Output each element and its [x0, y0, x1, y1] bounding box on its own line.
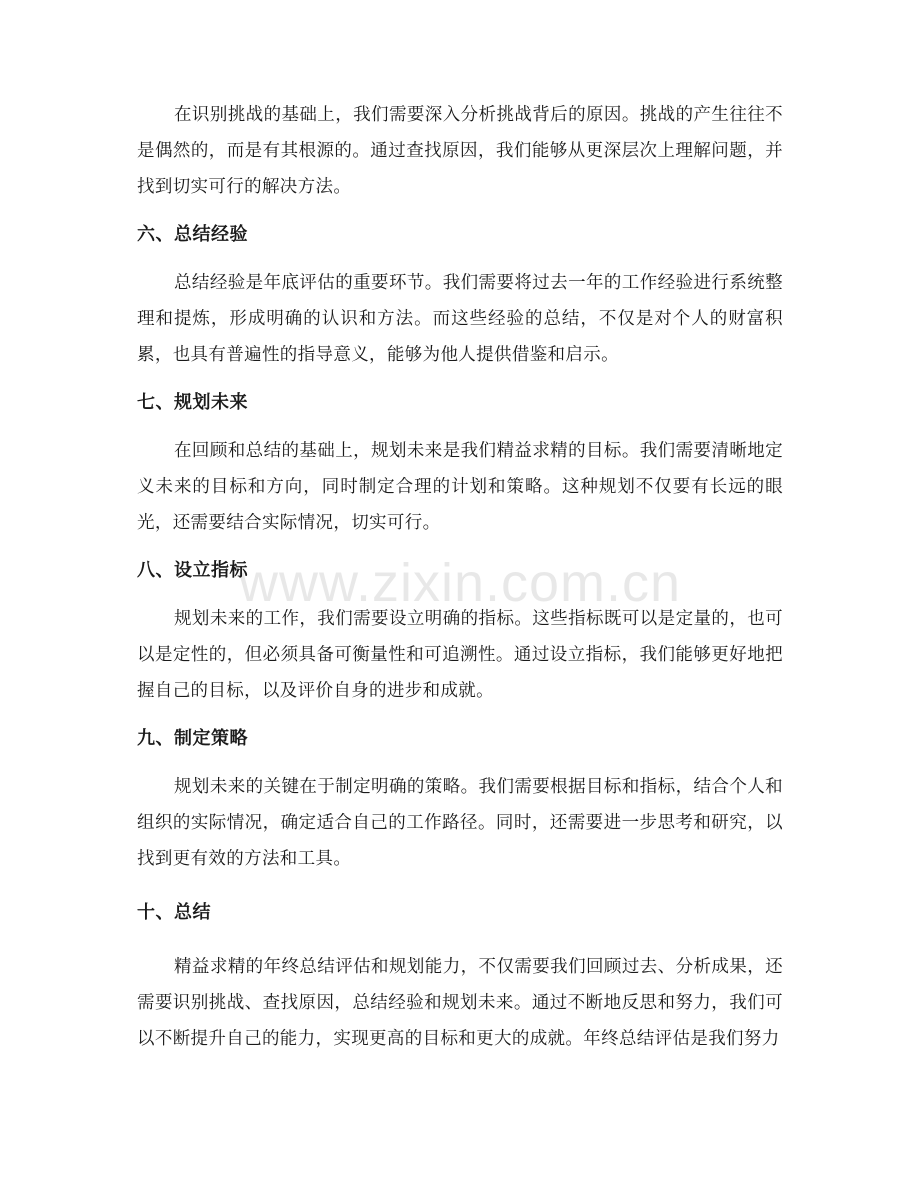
paragraph-formulate-strategy: 规划未来的关键在于制定明确的策略。我们需要根据目标和指标，结合个人和组织的实际情况，确定适合自己的工作路径。同时，还需要进一步思考和研究，以找到更有效的方法和工具。: [137, 777, 783, 869]
section-heading-plan-future: 七、规划未来: [137, 392, 248, 413]
paragraph-find-causes: 在识别挑战的基础上，我们需要深入分析挑战背后的原因。挑战的产生往往不是偶然的，而是有其根源的。通过查找原因，我们能够从更深层次上理解问题，并找到切实可行的解决方法。: [137, 105, 783, 197]
paragraph-plan-future: 在回顾和总结的基础上，规划未来是我们精益求精的目标。我们需要清晰地定义未来的目标和方向，同时制定合理的计划和策略。这种规划不仅要有长远的眼光，还需要结合实际情况，切实可行。: [137, 441, 783, 533]
section-heading-conclusion: 十、总结: [137, 902, 211, 923]
watermark-text: www.zixin.com.cn: [238, 553, 682, 613]
section-heading-summarize-experience: 六、总结经验: [137, 224, 248, 245]
paragraph-set-indicators: 规划未来的工作，我们需要设立明确的指标。这些指标既可以是定量的，也可以是定性的，但必须具备可衡量性和可追溯性。通过设立指标，我们能够更好地把握自己的目标，以及评价自身的进步和成就。: [137, 609, 783, 701]
paragraph-conclusion: 精益求精的年终总结评估和规划能力，不仅需要我们回顾过去、分析成果，还需要识别挑战、查找原因，总结经验和规划未来。通过不断地反思和努力，我们可以不断提升自己的能力，实现更高的目标和更大的成就。年终总结评估是我们努力: [137, 957, 783, 1049]
section-heading-set-indicators: 八、设立指标: [137, 560, 248, 581]
section-heading-formulate-strategy: 九、制定策略: [137, 728, 248, 749]
paragraph-summarize-experience: 总结经验是年底评估的重要环节。我们需要将过去一年的工作经验进行系统整理和提炼，形成明确的认识和方法。而这些经验的总结，不仅是对个人的财富积累，也具有普遍性的指导意义，能够为他人提供借鉴和启示。: [137, 273, 783, 365]
document-body: [137, 97, 783, 1057]
